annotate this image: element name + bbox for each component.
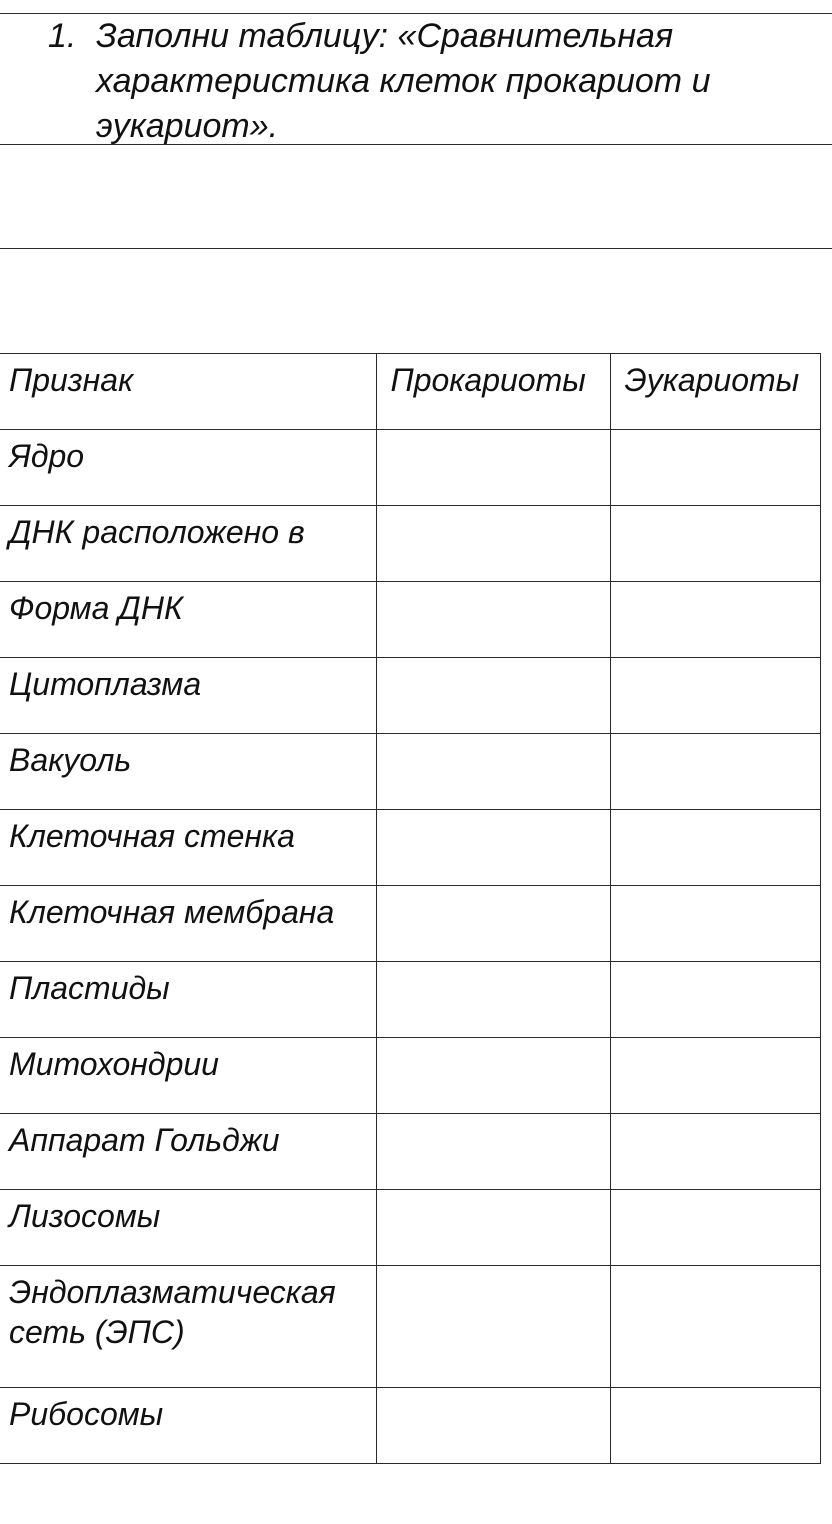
task-number: 1. <box>48 17 77 55</box>
eukaryotes-cell[interactable] <box>610 1114 820 1190</box>
prokaryotes-cell[interactable] <box>376 1038 610 1114</box>
prokaryotes-cell[interactable] <box>376 1114 610 1190</box>
feature-cell: ДНК расположено в <box>0 506 376 582</box>
eukaryotes-cell[interactable] <box>610 886 820 962</box>
table-row <box>0 658 820 734</box>
table-row <box>0 734 820 810</box>
eukaryotes-cell[interactable] <box>610 962 820 1038</box>
eukaryotes-cell[interactable] <box>610 810 820 886</box>
feature-cell: Рибосомы <box>0 1388 376 1464</box>
feature-cell: Лизосомы <box>0 1190 376 1266</box>
header-prokaryotes: Прокариоты <box>376 354 610 430</box>
prokaryotes-cell[interactable] <box>376 430 610 506</box>
feature-cell: Ядро <box>0 430 376 506</box>
header-feature: Признак <box>0 354 376 430</box>
prokaryotes-cell[interactable] <box>376 658 610 734</box>
header-eukaryotes: Эукариоты <box>610 354 820 430</box>
eukaryotes-cell[interactable] <box>610 1266 820 1388</box>
table-row <box>0 1114 820 1190</box>
task-instruction <box>48 14 748 149</box>
table-row <box>0 1388 820 1464</box>
rule-blank <box>0 248 832 249</box>
feature-cell: Вакуоль <box>0 734 376 810</box>
feature-cell: Митохондрии <box>0 1038 376 1114</box>
feature-cell: Форма ДНК <box>0 582 376 658</box>
prokaryotes-cell[interactable] <box>376 582 610 658</box>
prokaryotes-cell[interactable] <box>376 506 610 582</box>
eukaryotes-cell[interactable] <box>610 734 820 810</box>
table-row <box>0 1190 820 1266</box>
eukaryotes-cell[interactable] <box>610 1190 820 1266</box>
feature-cell: Пластиды <box>0 962 376 1038</box>
feature-cell: Клеточная мембрана <box>0 886 376 962</box>
feature-cell: Эндоплазматическая сеть (ЭПС) <box>0 1266 376 1388</box>
feature-cell: Аппарат Гольджи <box>0 1114 376 1190</box>
task-text: Заполни таблицу: «Сравнительная характеристика клеток прокариот и эукариот». <box>96 17 711 145</box>
eukaryotes-cell[interactable] <box>610 1388 820 1464</box>
table-row <box>0 1038 820 1114</box>
eukaryotes-cell[interactable] <box>610 582 820 658</box>
prokaryotes-cell[interactable] <box>376 734 610 810</box>
table-row <box>0 582 820 658</box>
eukaryotes-cell[interactable] <box>610 506 820 582</box>
rule-under-task <box>0 144 832 145</box>
prokaryotes-cell[interactable] <box>376 1388 610 1464</box>
prokaryotes-cell[interactable] <box>376 1266 610 1388</box>
table-row <box>0 962 820 1038</box>
feature-cell: Клеточная стенка <box>0 810 376 886</box>
eukaryotes-cell[interactable] <box>610 658 820 734</box>
table-row <box>0 810 820 886</box>
table-header-row <box>0 354 820 430</box>
table-row <box>0 430 820 506</box>
prokaryotes-cell[interactable] <box>376 886 610 962</box>
table-row <box>0 886 820 962</box>
prokaryotes-cell[interactable] <box>376 962 610 1038</box>
table-row <box>0 506 820 582</box>
eukaryotes-cell[interactable] <box>610 430 820 506</box>
prokaryotes-cell[interactable] <box>376 810 610 886</box>
prokaryotes-cell[interactable] <box>376 1190 610 1266</box>
table-row <box>0 1266 820 1388</box>
comparison-table <box>0 353 821 1464</box>
feature-cell: Цитоплазма <box>0 658 376 734</box>
eukaryotes-cell[interactable] <box>610 1038 820 1114</box>
